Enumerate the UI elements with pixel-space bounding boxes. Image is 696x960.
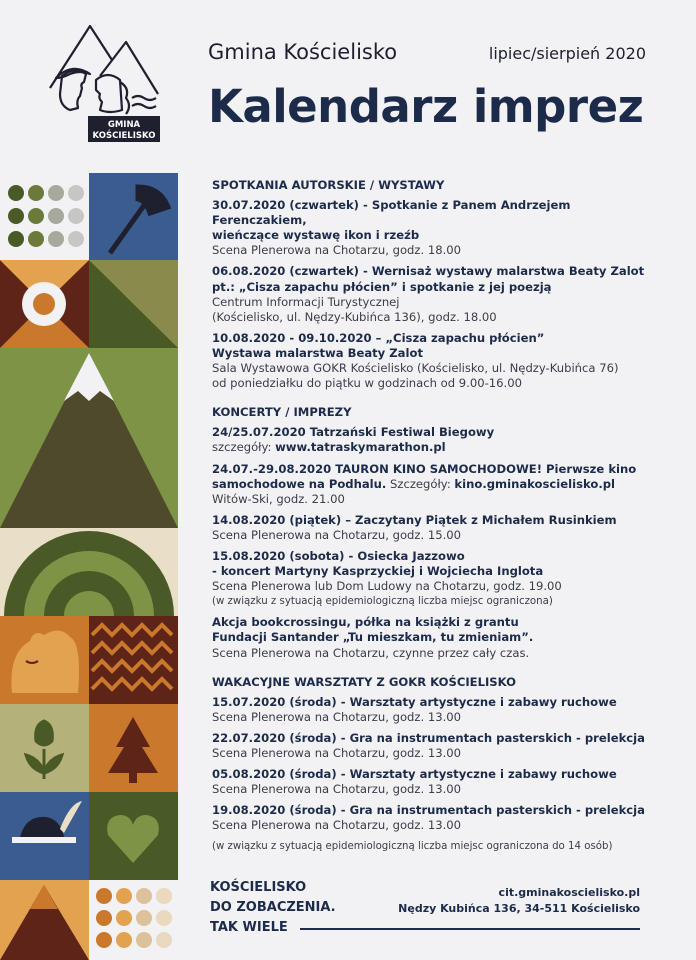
hat-tile <box>0 792 89 880</box>
event-item: 30.07.2020 (czwartek) - Spotkanie z Panem Andrzejem Ferenczakiem, wieńczące wystawę ikon i rzeźb Scena Plenerowa na Chotarzu, godz. 18.00 <box>212 198 571 258</box>
dots-tile-bottom <box>96 888 172 948</box>
website-link[interactable]: cit.gminakoscielisko.pl <box>498 886 640 899</box>
event-item: Akcja bookcrossingu, półka na książki z grantu Fundacji Santander „Tu mieszkam, tu zmieniam”. Scena Plenerowa na Chotarzu, czynne przez cały czas. <box>212 615 534 660</box>
bear-tile <box>0 616 89 704</box>
logo-waves-1 <box>132 96 156 100</box>
page-title: Kalendarz imprez <box>208 80 644 133</box>
logo-mountain-right <box>100 42 158 94</box>
section-heading-exhibitions: SPOTKANIA AUTORSKIE / WYSTAWY <box>212 178 445 192</box>
dots-tile <box>8 185 84 247</box>
municipality-name: Gmina Kościelisko <box>208 40 398 64</box>
heart-tile <box>89 792 178 880</box>
logo-face-woman <box>96 75 122 112</box>
event-item: 22.07.2020 (środa) - Gra na instrumentach pasterskich - prelekcja Scena Plenerowa na Chotarzu, godz. 13.00 <box>212 730 645 760</box>
sun-tile <box>0 260 89 348</box>
event-item: 05.08.2020 (środa) - Warsztaty artystyczne i zabawy ruchowe Scena Plenerowa na Chotarzu, godz. 13.00 <box>212 767 617 797</box>
event-item: 15.08.2020 (sobota) - Osiecka Jazzowo - koncert Martyny Kasprzyckiej i Wojciecha Inglota Scena Plenerowa lub Dom Ludowy na Chotarzu, godz. 19.00 (w związku z sytuacją epidemiologiczną liczba miejsc ograniczona) <box>212 548 562 608</box>
logo-waves-2 <box>132 104 156 108</box>
cinema-link[interactable]: kino.gminakoscielisko.pl <box>454 476 616 491</box>
event-list <box>212 178 662 855</box>
period-label: lipiec/sierpień 2020 <box>488 44 646 63</box>
decorative-tiles <box>0 173 178 960</box>
rainbow-tile <box>0 528 178 616</box>
event-item: 06.08.2020 (czwartek) - Wernisaż wystawy malarstwa Beaty Zalot pt.: „Cisza zapachu płócien” i spotkanie z jej poezją Centrum Informacji Turystycznej (Kościelisko, ul. Nędzy-Kubińca 136), godz. 18.00 <box>212 264 645 324</box>
footer-contact <box>398 885 640 917</box>
gmina-logo <box>40 18 170 148</box>
address: Nędzy Kubińca 136, 34-511 Kościelisko <box>398 902 640 915</box>
event-item: 10.08.2020 - 09.10.2020 – „Cisza zapachu płócien” Wystawa malarstwa Beaty Zalot Sala Wystawowa GOKR Kościelisko (Kościelisko, ul. Nędzy-Kubińca 76) od poniedziałku do piątku w godzinach od 9.00-16.00 <box>212 330 619 391</box>
logo-label-line2: KOŚCIELISKO <box>92 131 156 141</box>
logo-label-line1: GMINA <box>107 120 141 130</box>
tulip-tile <box>0 704 89 792</box>
section-heading-workshops: WAKACYJNE WARSZTATY Z GOKR KOŚCIELISKO <box>212 674 516 689</box>
axe-tile <box>89 173 178 260</box>
festival-link[interactable]: www.tatraskymarathon.pl <box>275 440 446 455</box>
event-item: 15.07.2020 (środa) - Warsztaty artystyczne i zabawy ruchowe Scena Plenerowa na Chotarzu, godz. 13.00 <box>212 694 617 724</box>
section-heading-concerts: KONCERTY / IMPREZY <box>212 405 352 420</box>
footer-divider <box>300 928 640 930</box>
event-item: 19.08.2020 (środa) - Gra na instrumentach pasterskich - prelekcja Scena Plenerowa na Chotarzu, godz. 13.00 <box>212 803 645 833</box>
diagonal-tile <box>89 260 178 348</box>
capacity-note: (w związku z sytuacją epidemiologiczną liczba miejsc ograniczona do 14 osób) <box>212 841 613 853</box>
footer-slogan: KOŚCIELISKO DO ZOBACZENIA. TAK WIELE <box>210 880 336 935</box>
zigzag-tile <box>89 616 178 704</box>
event-item: 14.08.2020 (piątek) – Zaczytany Piątek z Michałem Rusinkiem Scena Plenerowa na Chotarzu, godz. 15.00 <box>212 512 617 542</box>
event-item: 24/25.07.2020 Tatrzański Festiwal Biegowy szczegóły: www.tatraskymarathon.pl <box>212 425 495 455</box>
event-item: 24.07.-29.08.2020 TAURON KINO SAMOCHODOWE! Pierwsze kino samochodowe na Podhalu. Szczegóły: kino.gminakoscielisko.pl Witów-Ski, godz. 21.00 <box>212 461 637 506</box>
peak-tile <box>0 880 89 960</box>
mountain-tile <box>0 348 178 528</box>
tree-tile <box>89 704 178 792</box>
